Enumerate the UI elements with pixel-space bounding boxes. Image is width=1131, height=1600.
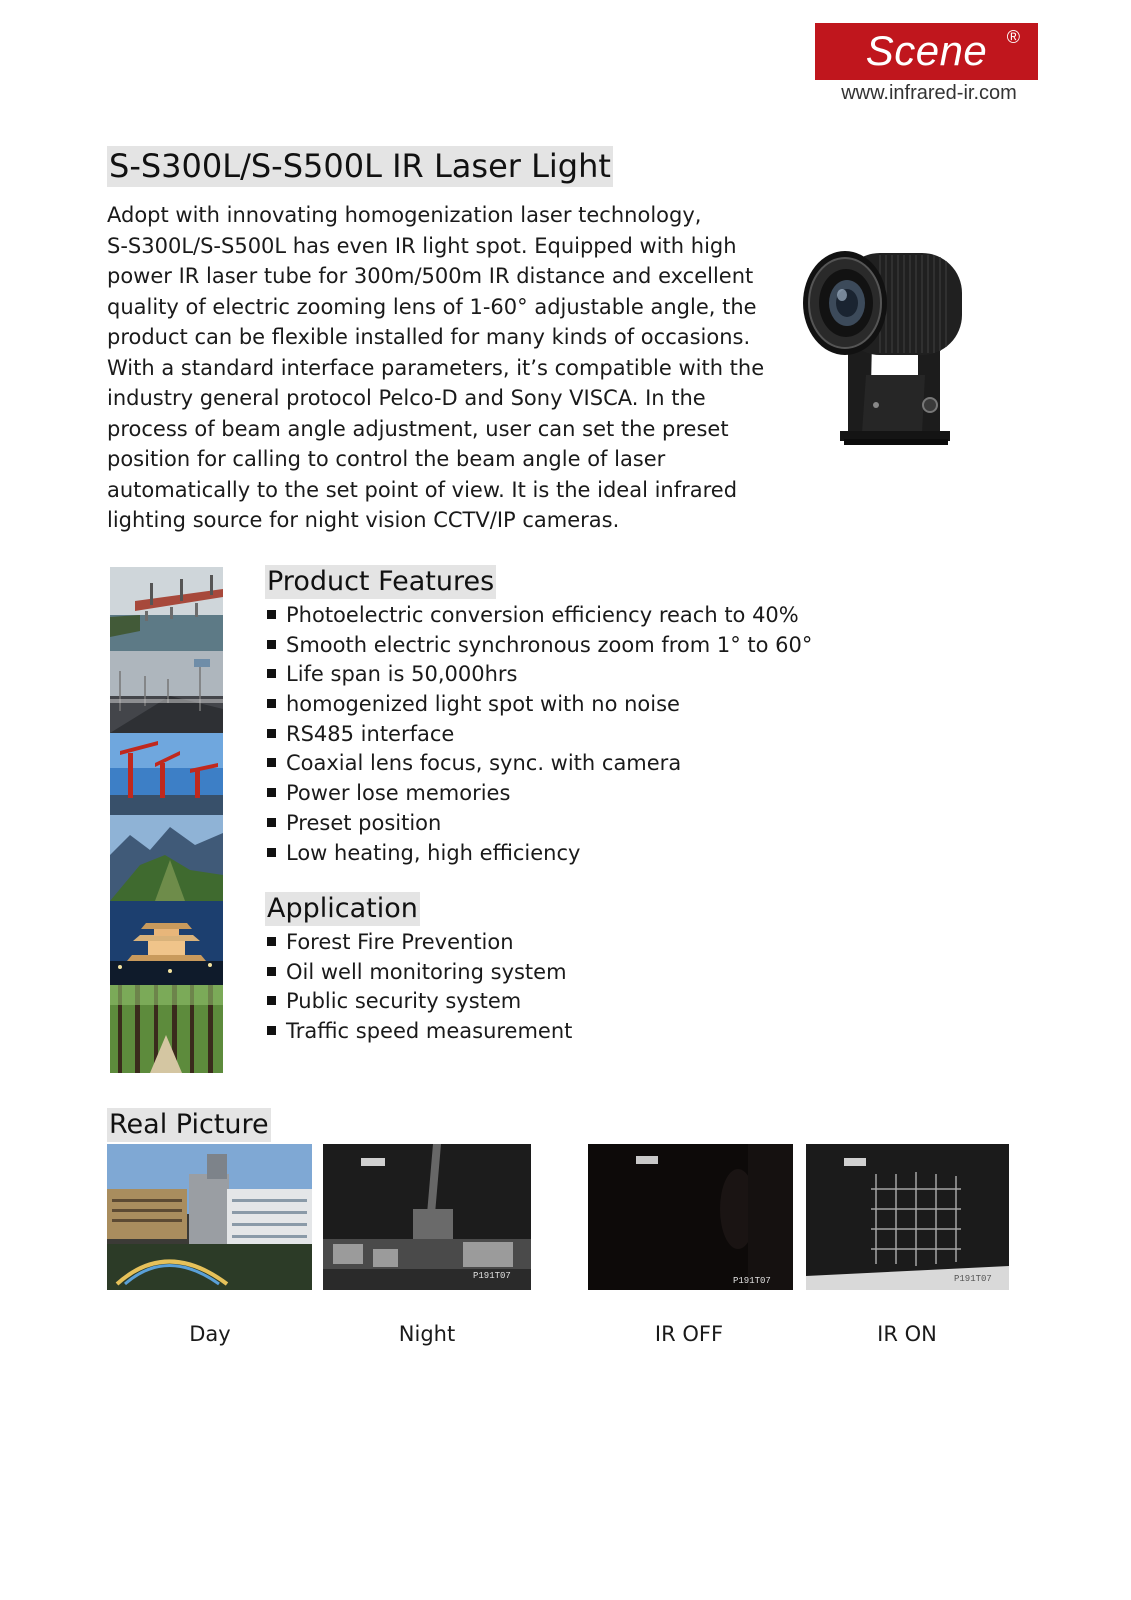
forest-photo — [110, 985, 223, 1073]
list-item: Traffic speed measurement — [267, 1017, 572, 1047]
features-list — [267, 601, 812, 868]
intro-line: Adopt with innovating homogenization laser technology, — [107, 203, 702, 227]
bullet-icon — [267, 640, 276, 649]
mountains-photo — [110, 815, 223, 901]
bridge-photo — [110, 567, 223, 651]
website-url: www.infrared-ir.com — [841, 82, 1017, 104]
list-item: Public security system — [267, 987, 572, 1017]
bullet-icon — [267, 848, 276, 857]
list-item: homogenized light spot with no noise — [267, 690, 812, 720]
list-item: Oil well monitoring system — [267, 958, 572, 988]
intro-line: quality of electric zooming lens of 1-60° adjustable angle, the — [107, 294, 757, 319]
ir-on-stamp: P191T07 — [954, 1274, 992, 1284]
intro-line: With a standard interface parameters, it’s compatible with the — [107, 355, 765, 380]
list-item: Coaxial lens focus, sync. with camera — [267, 749, 812, 779]
list-item: RS485 interface — [267, 720, 812, 750]
bullet-icon — [267, 937, 276, 946]
bullet-icon — [267, 996, 276, 1005]
intro-line: industry general protocol Pelco-D and Sony VISCA. In the — [107, 386, 706, 410]
caption-ir-on: IR ON — [877, 1322, 937, 1346]
application-photo-strip — [110, 567, 223, 1073]
pagoda-photo — [110, 901, 223, 985]
bullet-icon — [267, 669, 276, 678]
night-stamp: P191T07 — [473, 1271, 511, 1281]
night-photo — [323, 1144, 531, 1290]
port-cranes-photo — [110, 733, 223, 815]
day-photo — [107, 1144, 312, 1290]
list-item: Preset position — [267, 809, 812, 839]
intro-line: S-S300L/S-S500L has even IR light spot. Equipped with high — [107, 233, 737, 258]
ir-on-photo — [806, 1144, 1009, 1290]
list-item: Photoelectric conversion efficiency reach to 40% — [267, 601, 812, 631]
intro-line: product can be flexible installed for many kinds of occasions. — [107, 325, 751, 349]
list-item: Life span is 50,000hrs — [267, 660, 812, 690]
features-heading: Product Features — [267, 566, 495, 597]
list-item: Smooth electric synchronous zoom from 1° to 60° — [267, 631, 812, 661]
caption-day: Day — [189, 1322, 231, 1346]
list-item: Power lose memories — [267, 779, 812, 809]
bullet-icon — [267, 699, 276, 708]
intro-line: automatically to the set point of view. It is the ideal infrared — [107, 477, 738, 502]
product-photo — [800, 245, 985, 455]
brand-logo — [815, 23, 1038, 80]
caption-ir-off: IR OFF — [654, 1322, 724, 1346]
list-item: Low heating, high efficiency — [267, 839, 812, 869]
real-picture-heading: Real Picture — [109, 1109, 269, 1140]
list-item: Forest Fire Prevention — [267, 928, 572, 958]
intro-line: position for calling to control the beam angle of laser — [107, 447, 666, 471]
intro-paragraph — [107, 200, 765, 536]
ir-off-photo — [588, 1144, 793, 1290]
bullet-icon — [267, 788, 276, 797]
application-list — [267, 928, 572, 1047]
bullet-icon — [267, 758, 276, 767]
bullet-icon — [267, 818, 276, 827]
bullet-icon — [267, 1026, 276, 1035]
application-heading: Application — [267, 893, 418, 924]
bullet-icon — [267, 610, 276, 619]
intro-line: process of beam angle adjustment, user can set the preset — [107, 416, 729, 441]
ir-off-stamp: P191T07 — [733, 1276, 771, 1286]
registered-mark: ® — [1006, 27, 1020, 47]
caption-night: Night — [398, 1322, 456, 1346]
brand-name: Scene — [865, 27, 988, 74]
page-title: S-S300L/S-S500L IR Laser Light — [109, 147, 611, 185]
bullet-icon — [267, 967, 276, 976]
intro-line: power IR laser tube for 300m/500m IR distance and excellent — [107, 264, 754, 288]
road-lamps-photo — [110, 651, 223, 733]
bullet-icon — [267, 729, 276, 738]
intro-line: lighting source for night vision CCTV/IP cameras. — [107, 508, 620, 532]
